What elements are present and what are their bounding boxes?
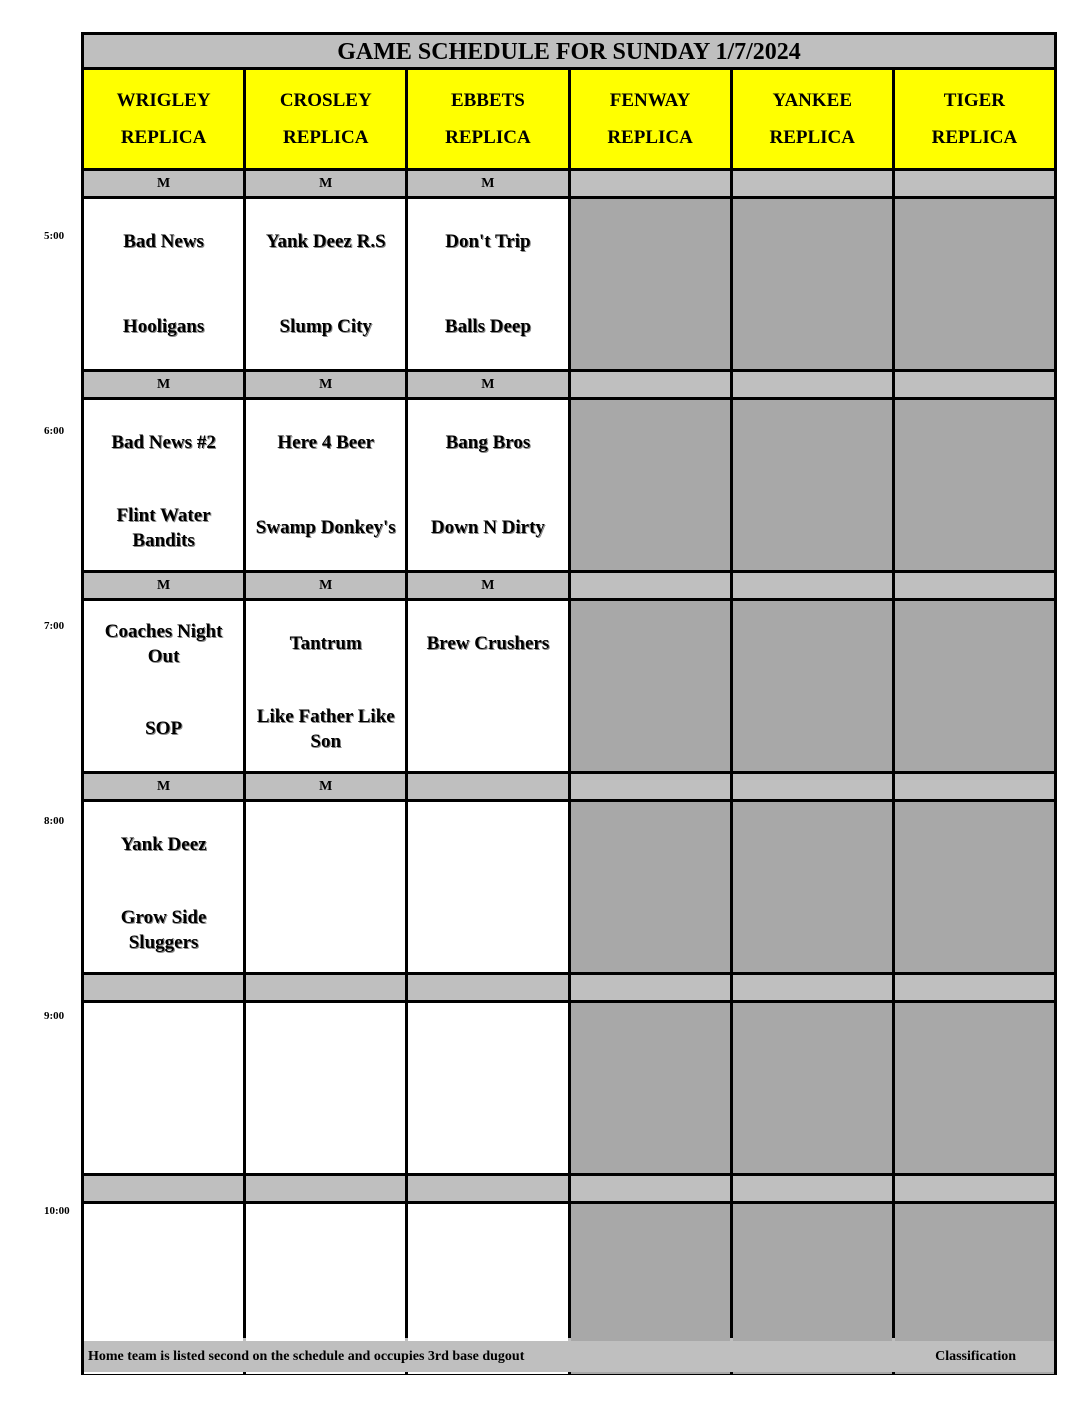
away-team: Yank Deez <box>120 834 207 855</box>
away-team: Yank Deez R.S <box>265 231 386 252</box>
home-team <box>571 284 730 369</box>
home-team: Grow Side Sluggers <box>120 906 207 953</box>
classification-cell: M <box>408 372 567 397</box>
home-team <box>246 887 405 972</box>
classification-cell <box>571 774 730 799</box>
game-slot <box>571 199 730 369</box>
game-slot <box>895 802 1054 972</box>
game-slot <box>408 1003 567 1173</box>
game-slot <box>733 601 892 771</box>
home-team: Down N Dirty <box>430 517 545 538</box>
home-team <box>571 686 730 771</box>
classification-cell <box>733 573 892 598</box>
away-team: Tantrum <box>289 633 362 654</box>
game-slot <box>84 400 243 570</box>
classification-cell <box>246 975 405 1000</box>
venue-type: REPLICA <box>607 127 693 148</box>
classification-cell <box>571 1176 730 1201</box>
venue-header-yankee <box>733 70 892 168</box>
classification-cell: M <box>246 372 405 397</box>
game-slot <box>895 601 1054 771</box>
game-slot <box>84 1003 243 1173</box>
classification-cell: M <box>246 774 405 799</box>
home-team <box>895 887 1054 972</box>
classification-cell <box>571 171 730 196</box>
home-team <box>733 485 892 570</box>
game-slot <box>571 400 730 570</box>
game-slot <box>895 400 1054 570</box>
away-team <box>895 1003 1054 1088</box>
classification-cell <box>895 1176 1054 1201</box>
away-team: Bad News <box>123 231 204 252</box>
home-team: Flint Water Bandits <box>116 504 211 551</box>
away-team <box>733 1003 892 1088</box>
classification-cell <box>895 774 1054 799</box>
away-team <box>895 601 1054 686</box>
away-team <box>246 1003 405 1088</box>
away-team <box>571 1204 730 1289</box>
game-slot <box>571 1003 730 1173</box>
classification-cell: M <box>84 171 243 196</box>
away-team <box>408 802 567 887</box>
venue-header-ebbets <box>408 70 567 168</box>
venue-name: YANKEE <box>772 90 853 111</box>
classification-cell: M <box>408 573 567 598</box>
away-team <box>733 601 892 686</box>
venue-name: WRIGLEY <box>116 90 211 111</box>
game-slot <box>84 199 243 369</box>
game-slot <box>408 601 567 771</box>
game-slot <box>246 601 405 771</box>
home-team: Swamp Donkey's <box>255 517 396 538</box>
away-team <box>571 199 730 284</box>
classification-cell <box>84 1176 243 1201</box>
game-slot <box>246 802 405 972</box>
classification-label: Classification <box>935 1349 1016 1364</box>
game-slot <box>246 199 405 369</box>
time-label: 9:00 <box>44 1010 65 1022</box>
classification-cell: M <box>246 573 405 598</box>
home-team <box>84 1088 243 1173</box>
game-slot <box>246 1003 405 1173</box>
away-team: Bang Bros <box>445 432 531 453</box>
venue-type: REPLICA <box>769 127 855 148</box>
venue-name: EBBETS <box>450 90 525 111</box>
home-team <box>571 1088 730 1173</box>
game-slot <box>408 400 567 570</box>
classification-cell <box>571 975 730 1000</box>
time-label: 6:00 <box>44 425 65 437</box>
home-team <box>895 1088 1054 1173</box>
footer-bar <box>84 1341 1054 1372</box>
away-team <box>895 199 1054 284</box>
away-team <box>733 802 892 887</box>
away-team: Coaches Night Out <box>104 620 223 667</box>
away-team <box>733 1204 892 1289</box>
game-slot <box>733 199 892 369</box>
away-team <box>408 1003 567 1088</box>
classification-cell <box>895 171 1054 196</box>
classification-cell: M <box>246 171 405 196</box>
away-team <box>571 400 730 485</box>
away-team: Don't Trip <box>445 231 531 252</box>
away-team: Brew Crushers <box>426 633 550 654</box>
classification-cell <box>895 372 1054 397</box>
home-team-note: Home team is listed second on the schedule and occupies 3rd base dugout <box>88 1349 525 1364</box>
home-team <box>733 284 892 369</box>
classification-cell <box>571 372 730 397</box>
away-team <box>246 1204 405 1289</box>
venue-name: FENWAY <box>609 90 691 111</box>
away-team <box>733 400 892 485</box>
schedule-grid <box>84 70 1054 1338</box>
classification-cell <box>895 975 1054 1000</box>
venue-header-crosley <box>246 70 405 168</box>
home-team: Balls Deep <box>444 316 531 337</box>
home-team <box>246 1088 405 1173</box>
home-team <box>408 686 567 771</box>
away-team <box>895 400 1054 485</box>
classification-cell <box>733 774 892 799</box>
classification-cell: M <box>84 372 243 397</box>
home-team <box>895 686 1054 771</box>
away-team <box>571 1003 730 1088</box>
home-team <box>895 485 1054 570</box>
home-team: Slump City <box>279 316 372 337</box>
venue-name: CROSLEY <box>279 90 372 111</box>
away-team <box>571 601 730 686</box>
home-team <box>895 284 1054 369</box>
classification-cell <box>733 1176 892 1201</box>
schedule-sheet <box>81 32 1057 1375</box>
game-slot <box>733 802 892 972</box>
classification-cell <box>733 372 892 397</box>
classification-cell <box>733 171 892 196</box>
classification-cell: M <box>84 573 243 598</box>
away-team <box>246 802 405 887</box>
venue-type: REPLICA <box>445 127 531 148</box>
venue-type: REPLICA <box>282 127 369 148</box>
home-team <box>733 1088 892 1173</box>
classification-cell <box>84 975 243 1000</box>
venue-header-tiger <box>895 70 1054 168</box>
home-team <box>408 887 567 972</box>
time-label: 10:00 <box>44 1205 70 1217</box>
venue-type: REPLICA <box>120 127 207 148</box>
home-team <box>408 1088 567 1173</box>
away-team <box>408 1204 567 1289</box>
game-slot <box>408 802 567 972</box>
game-slot <box>571 601 730 771</box>
game-slot <box>895 1003 1054 1173</box>
home-team <box>733 686 892 771</box>
classification-cell <box>895 573 1054 598</box>
time-label: 7:00 <box>44 620 65 632</box>
schedule-title: GAME SCHEDULE FOR SUNDAY 1/7/2024 <box>84 35 1054 70</box>
away-team: Here 4 Beer <box>277 432 375 453</box>
home-team: SOP <box>145 718 183 739</box>
time-label: 8:00 <box>44 815 65 827</box>
game-slot <box>246 400 405 570</box>
venue-name: TIGER <box>943 90 1006 111</box>
home-team: Hooligans <box>122 316 205 337</box>
venue-header-fenway <box>571 70 730 168</box>
home-team: Like Father Like Son <box>256 705 395 752</box>
classification-cell <box>246 1176 405 1201</box>
away-team: Bad News #2 <box>111 432 216 453</box>
classification-cell: M <box>84 774 243 799</box>
home-team <box>733 887 892 972</box>
game-slot <box>408 199 567 369</box>
home-team <box>571 485 730 570</box>
classification-cell <box>571 573 730 598</box>
time-label: 5:00 <box>44 230 65 242</box>
home-team <box>571 887 730 972</box>
classification-cell <box>408 1176 567 1201</box>
game-slot <box>733 1003 892 1173</box>
game-slot <box>571 802 730 972</box>
classification-cell <box>733 975 892 1000</box>
classification-cell <box>408 975 567 1000</box>
game-slot <box>84 802 243 972</box>
away-team <box>571 802 730 887</box>
away-team <box>84 1003 243 1088</box>
classification-cell: M <box>408 171 567 196</box>
away-team <box>895 1204 1054 1289</box>
venue-type: REPLICA <box>931 127 1018 148</box>
game-slot <box>895 199 1054 369</box>
game-slot <box>84 601 243 771</box>
venue-header-wrigley <box>84 70 243 168</box>
game-slot <box>733 400 892 570</box>
away-team <box>84 1204 243 1289</box>
away-team <box>895 802 1054 887</box>
away-team <box>733 199 892 284</box>
classification-cell <box>408 774 567 799</box>
